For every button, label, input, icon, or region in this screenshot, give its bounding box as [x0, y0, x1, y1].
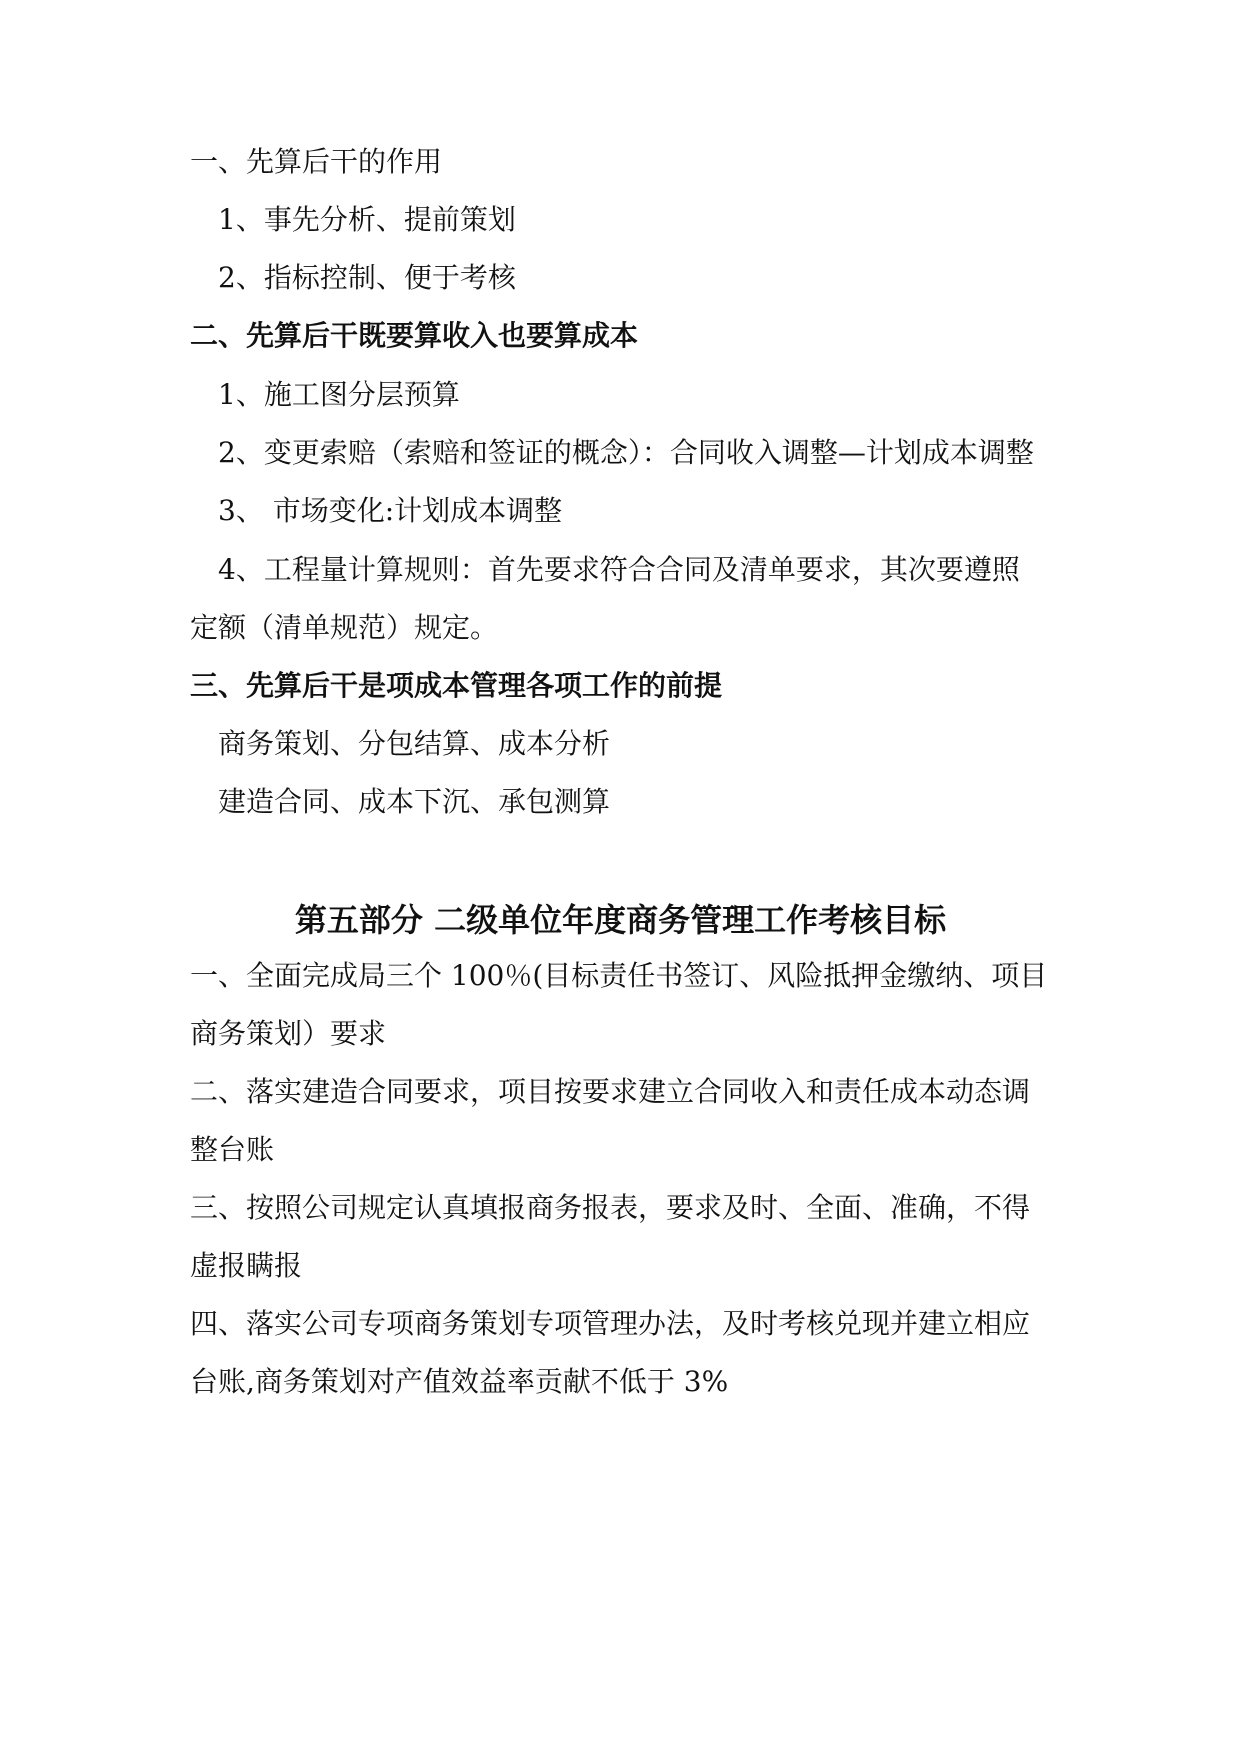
part-5-line-7: 四、落实公司专项商务策划专项管理办法，及时考核兑现并建立相应: [190, 1307, 1031, 1340]
part-5-line-4: 整台账: [190, 1133, 275, 1166]
part-5-title: 第五部分 二级单位年度商务管理工作考核目标: [294, 901, 947, 939]
part-5-line-3: 二、落实建造合同要求，项目按要求建立合同收入和责任成本动态调: [190, 1075, 1031, 1108]
section-3-item-2: 建造合同、成本下沉、承包测算: [218, 785, 611, 818]
section-2-item-4-continued: 定额（清单规范）规定。: [190, 611, 499, 644]
section-1-heading: 一、先算后干的作用: [190, 145, 443, 178]
part-5-line-6: 虚报瞒报: [190, 1249, 303, 1282]
part-5-line-1: 一、全面完成局三个 100％(目标责任书签订、风险抵押金缴纳、项目: [190, 959, 1048, 992]
section-3-item-1: 商务策划、分包结算、成本分析: [218, 727, 611, 760]
section-2-item-3: 3、 市场变化:计划成本调整: [218, 494, 563, 527]
section-1-item-2: 2、指标控制、便于考核: [218, 261, 516, 294]
section-2-item-4: 4、工程量计算规则：首先要求符合合同及清单要求，其次要遵照: [218, 553, 1020, 586]
section-2-heading: 二、先算后干既要算收入也要算成本: [190, 319, 639, 352]
section-3-heading: 三、先算后干是项成本管理各项工作的前提: [190, 669, 723, 702]
part-5-line-5: 三、按照公司规定认真填报商务报表，要求及时、全面、准确，不得: [190, 1191, 1031, 1224]
section-1-item-1: 1、事先分析、提前策划: [218, 203, 516, 236]
part-5-line-8: 台账,商务策划对产值效益率贡献不低于 3%: [190, 1365, 729, 1398]
section-2-item-1: 1、施工图分层预算: [218, 378, 460, 411]
part-5-line-2: 商务策划）要求: [190, 1017, 387, 1050]
section-2-item-2: 2、变更索赔（索赔和签证的概念）：合同收入调整—计划成本调整: [218, 436, 1034, 469]
